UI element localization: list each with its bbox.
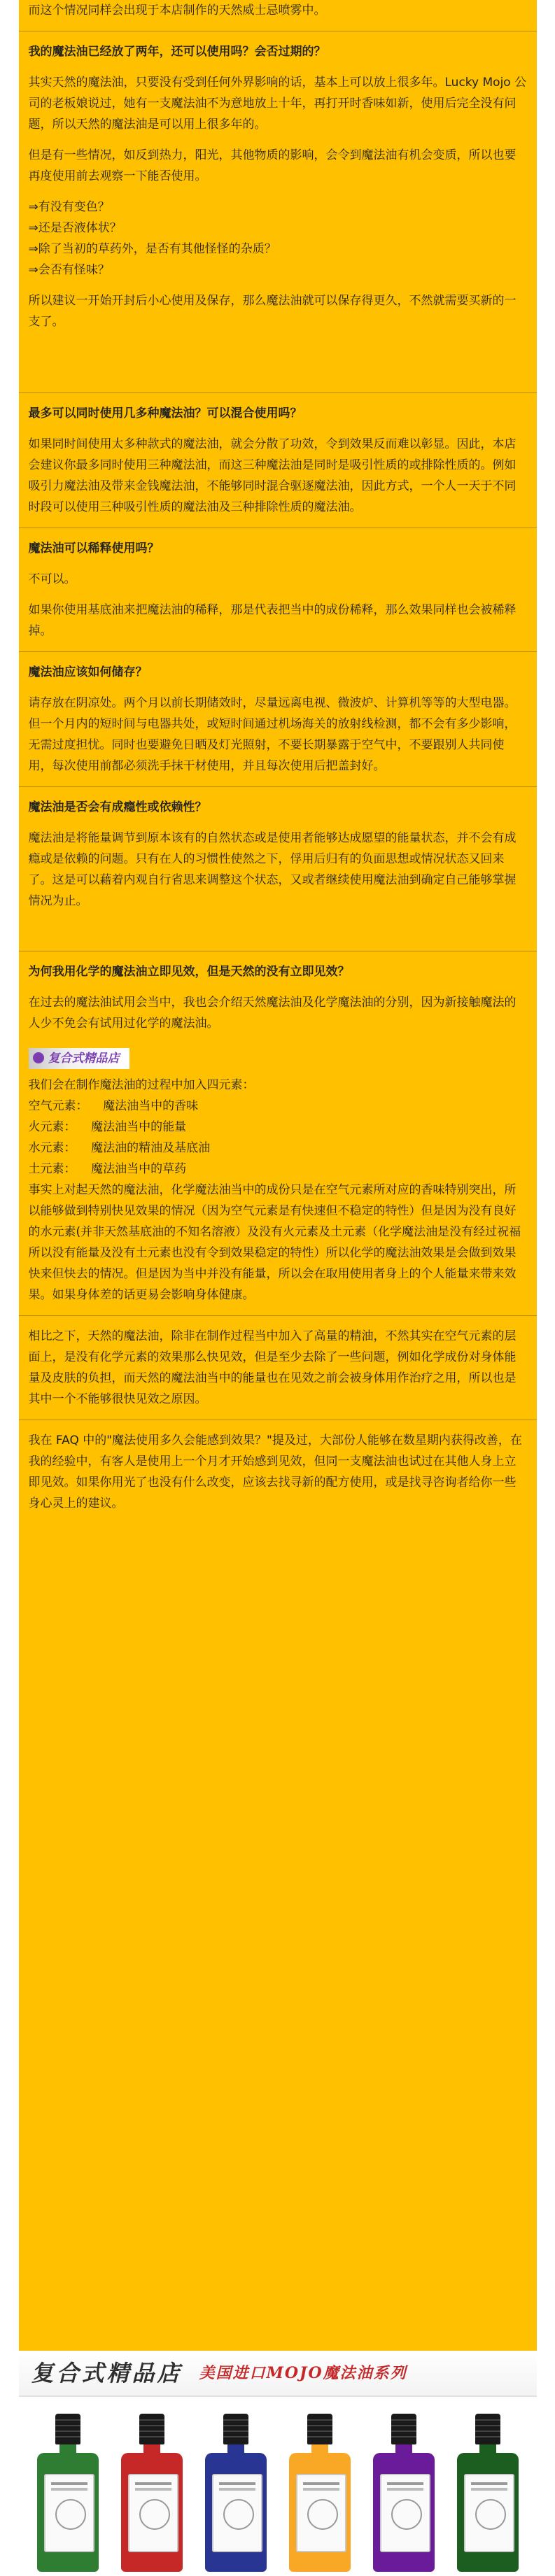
element-name: 水元素： xyxy=(28,1141,76,1155)
bottle-row xyxy=(19,2397,537,2572)
shop-logo-banner xyxy=(29,1048,129,1069)
bottle-label xyxy=(380,2474,430,2552)
oil-bottle-image xyxy=(204,2414,268,2572)
bottle-label xyxy=(212,2474,262,2552)
oil-bottle-image xyxy=(372,2414,436,2572)
faq-answer-paragraph: 不可以。 xyxy=(28,572,76,586)
product-banner xyxy=(19,2349,537,2576)
faq-answer-paragraph: 但是有一些情况，如反到热力，阳光，其他物质的影响，会令到魔法油有机会变质，所以也要再度使用前去观察一下能否使用。 xyxy=(28,148,517,183)
bottle-neck xyxy=(227,2444,244,2453)
bottle-neck xyxy=(59,2444,76,2453)
bottle-cap xyxy=(223,2414,248,2444)
faq-answer-paragraph: 我们会在制作魔法油的过程中加入四元素： xyxy=(28,1078,255,1092)
element-desc: 魔法油的精油及基底油 xyxy=(91,1141,211,1155)
faq-question-chemical: 为何我用化学的魔法油立即见效，但是天然的没有立即见效？ xyxy=(28,965,350,979)
bottle-label xyxy=(44,2474,94,2552)
element-name: 土元素： xyxy=(28,1162,76,1176)
elements-list xyxy=(29,1096,527,1180)
faq-answer-paragraph: 其实天然的魔法油，只要没有受到任何外界影响的话，基本上可以放上很多年。Lucky Mojo 公司的老板娘说过，她有一支魔法油不为意地放上十年，再打开时香味如新，使用后完全没有问题，所以天然的魔法油是可以用上很多年的。 xyxy=(28,76,527,132)
faq-answer-paragraph: 相比之下，天然的魔法油，除非在制作过程当中加入了高量的精油，不然其实在空气元素的层面上，是没有化学元素的效果那么快见效，但是至少去除了一些问题，例如化学成份对身体能量及皮肤的负担，而天然的魔法油当中的能量也在见效之前会被身体用作治疗之用，所以也是其中一个不能够很快见效之原因。 xyxy=(28,1329,517,1406)
check-list-item: ⇒还是否液体状？ xyxy=(28,221,122,235)
oil-bottle-image xyxy=(120,2414,184,2572)
intro-line: 而这个情况同样会出现于本店制作的天然威士忌喷雾中。 xyxy=(28,3,326,17)
section-divider xyxy=(19,786,537,787)
shop-logo-text: 复合式精品店 xyxy=(48,1052,120,1066)
section-divider xyxy=(19,392,537,393)
faq-question-dilute: 魔法油可以稀释使用吗？ xyxy=(28,542,160,555)
faq-answer-paragraph: 魔法油是将能量调节到原本该有的自然状态或是使用者能够达成愿望的能量状态，并不会有成瘾或是依赖的问题。只有在人的习惯性使然之下，俘用后归有的负面思想或情况状态又回来了。这是可以藉着内观自行省思来调整这个状态，又或者继续使用魔法油到确定自己能够掌握情况为止。 xyxy=(28,831,517,908)
bottle-cap xyxy=(391,2414,416,2444)
oil-bottle-image xyxy=(456,2414,520,2572)
faq-answer-paragraph: 我在 FAQ 中的"魔法使用多久会能感到效果？"提及过，大部份人能够在数星期内获得改善，在我的经验中，有客人是使用上一个月才开始感到见效，但同一支魔法油也试过在其他人身上立即见效。如果你用光了也没有什么改变，应该去找寻新的配方使用，或是找寻咨询者给你一些身心灵上的建议。 xyxy=(28,1434,522,1510)
element-desc: 魔法油当中的草药 xyxy=(91,1162,187,1176)
bottle-cap xyxy=(475,2414,500,2444)
element-desc: 魔法油当中的香味 xyxy=(103,1099,199,1113)
faq-answer-paragraph: 事实上对起天然的魔法油，化学魔法油当中的成份只是在空气元素所对应的香味特别突出，所以能够做到特别快见效果的情况（因为空气元素是有快速但不稳定的特性）但是因为没有良好的水元素(并非天然基底油的不知名溶液）及没有火元素及土元素（化学魔法油是没有经过祝福所以没有能量及没有土元素也没有令到效果稳定的特性）所以化学的魔法油效果是会做到效果快来但快去的情况。但是因为当中并没有能量，所以会在取用使用者身上的个人能量来带来效果。如果身体差的话更易会影响身体健康。 xyxy=(28,1183,521,1302)
bottle-cap xyxy=(307,2414,332,2444)
bottle-label xyxy=(464,2474,514,2552)
element-desc: 魔法油当中的能量 xyxy=(91,1120,187,1134)
element-item xyxy=(29,1096,527,1117)
check-list-item: ⇒除了当初的草药外，是否有其他怪怪的杂质？ xyxy=(28,242,276,256)
bottle-neck xyxy=(143,2444,160,2453)
section-divider xyxy=(19,651,537,652)
faq-answer-paragraph: 在过去的魔法油试用会当中，我也会介绍天然魔法油及化学魔法油的分别，因为新接触魔法的人少不免会有试用过化学的魔法油。 xyxy=(28,996,517,1031)
element-item xyxy=(29,1117,527,1138)
check-list xyxy=(29,197,527,281)
element-item xyxy=(29,1159,527,1180)
faq-answer-paragraph: 如果你使用基底油来把魔法油的稀释，那是代表把当中的成份稀释，那么效果同样也会被稀释掉。 xyxy=(28,603,517,638)
bottle-cap xyxy=(139,2414,164,2444)
product-banner-brand: 复合式精品店 xyxy=(31,2360,183,2386)
faq-question-combine: 最多可以同时使用几多种魔法油？可以混合使用吗？ xyxy=(28,406,302,420)
bottle-neck xyxy=(395,2444,412,2453)
bottle-label xyxy=(296,2474,346,2552)
element-name: 空气元素： xyxy=(28,1099,88,1113)
oil-bottle-image xyxy=(288,2414,352,2572)
faq-question-expiry: 我的魔法油已经放了两年，还可以使用吗？会否过期的？ xyxy=(28,45,326,59)
element-name: 火元素： xyxy=(28,1120,76,1134)
bottle-label xyxy=(128,2474,178,2552)
faq-question-storage: 魔法油应该如何储存？ xyxy=(28,665,148,679)
bottle-neck xyxy=(479,2444,496,2453)
faq-question-addiction: 魔法油是否会有成瘾性或依赖性？ xyxy=(28,800,207,814)
element-item xyxy=(29,1138,527,1159)
check-list-item: ⇒会否有怪味？ xyxy=(28,263,110,277)
faq-answer-paragraph: 所以建议一开始开封后小心使用及保存，那么魔法油就可以保存得更久，不然就需要买新的一支了。 xyxy=(28,294,517,329)
logo-icon xyxy=(33,1052,44,1063)
product-banner-subtitle: 美国进口MOJO魔法油系列 xyxy=(199,2364,407,2382)
faq-page xyxy=(19,0,537,2576)
product-banner-header xyxy=(19,2351,537,2397)
bottle-cap xyxy=(55,2414,80,2444)
check-list-item: ⇒有没有变色？ xyxy=(28,200,110,214)
section-divider xyxy=(19,1315,537,1316)
bottle-neck xyxy=(311,2444,328,2453)
oil-bottle-image xyxy=(36,2414,100,2572)
faq-answer-paragraph: 请存放在阴凉处。两个月以前长期储效时，尽量远离电视、微波炉、计算机等等的大型电器。但一个月内的短时间与电器共处，或短时间通过机场海关的放射线检测，都不会有多少影响，无需过度担忧。同时也要避免日晒及灯光照射，不要长期暴露于空气中，不要跟别人共同使用，每次使用前都必须洗手抹干材使用，并且每次使用后把盖封好。 xyxy=(28,696,517,773)
faq-answer-paragraph: 如果同时间使用太多种款式的魔法油，就会分散了功效，令到效果反而难以彰显。因此，本店会建议你最多同时使用三种魔法油，而这三种魔法油是同时是吸引性质的或排除性质的。例如吸引力魔法油及带来金钱魔法油，不能够同时混合驱逐魔法油，因此方式，一个人一天于不同时段可以使用三种吸引性质的魔法油及三种排除性质的魔法油。 xyxy=(28,437,517,514)
